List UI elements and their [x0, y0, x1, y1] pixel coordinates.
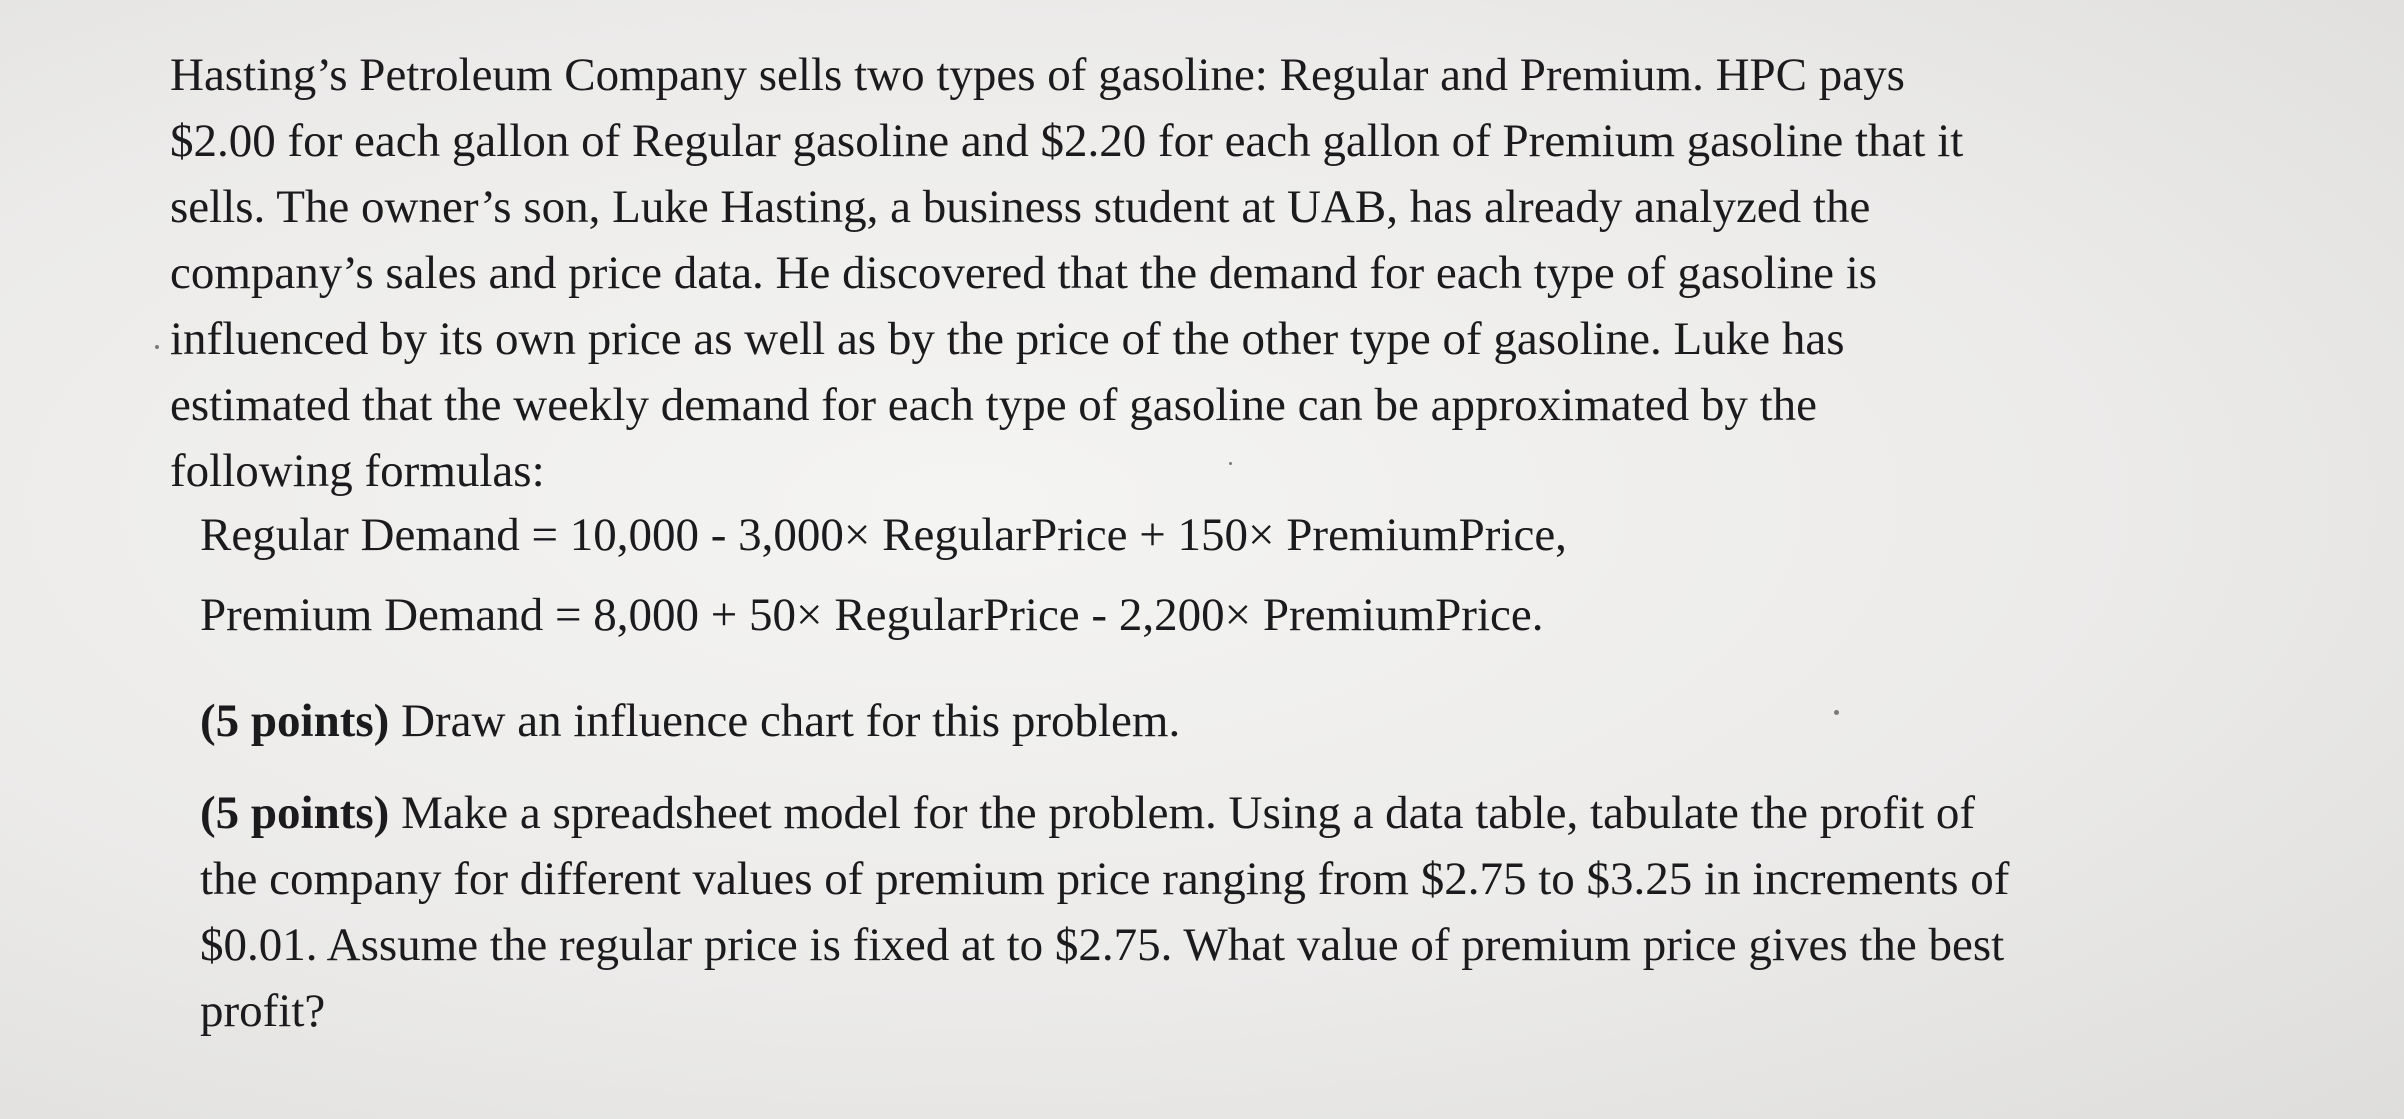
- statement-line: sells. The owner’s son, Luke Hasting, a business student at UAB, has already analyzed the: [170, 181, 1871, 233]
- question-line: profit?: [200, 985, 326, 1037]
- statement-line: Hasting’s Petroleum Company sells two types of gasoline: Regular and Premium. HPC pays: [170, 49, 1905, 101]
- statement-line: influenced by its own price as well as by the price of the other type of gasoline. Luke has: [170, 313, 1845, 365]
- question-influence-chart: [200, 688, 2200, 754]
- question-line: $0.01. Assume the regular price is fixed at to $2.75. What value of premium price gives the best: [200, 919, 2005, 971]
- statement-line: following formulas:: [170, 445, 545, 497]
- problem-statement: [170, 42, 2170, 504]
- question-line: the company for different values of premium price ranging from $2.75 to $3.25 in increments of: [200, 853, 2010, 905]
- points-label: (5 points): [200, 695, 390, 747]
- paper-speck: [155, 345, 159, 349]
- paper-speck: [1834, 710, 1839, 715]
- question-line: [200, 688, 2200, 754]
- points-label: (5 points): [200, 787, 390, 839]
- statement-line: company’s sales and price data. He discovered that the demand for each type of gasoline is: [170, 247, 1878, 299]
- statement-line: $2.00 for each gallon of Regular gasoline and $2.20 for each gallon of Premium gasoline that it: [170, 115, 1964, 167]
- question-text: Make a spreadsheet model for the problem. Using a data table, tabulate the profit of: [389, 787, 1976, 839]
- question-text: Draw an influence chart for this problem.: [389, 695, 1181, 747]
- question-spreadsheet-model: [200, 780, 2200, 1044]
- statement-line: estimated that the weekly demand for each type of gasoline can be approximated by the: [170, 379, 1817, 431]
- question-line: [200, 780, 2200, 846]
- regular-demand-formula: Regular Demand = 10,000 - 3,000× RegularPrice + 150× PremiumPrice,: [200, 509, 1567, 561]
- premium-demand-formula: Premium Demand = 8,000 + 50× RegularPrice - 2,200× PremiumPrice.: [200, 589, 1544, 641]
- paper-speck: [1229, 462, 1232, 465]
